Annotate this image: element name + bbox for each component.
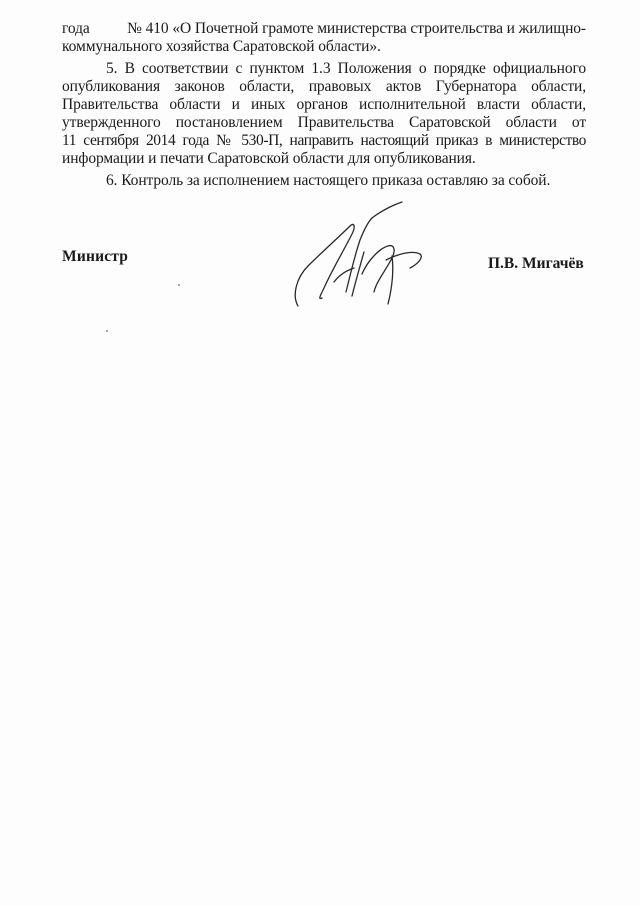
scan-speck — [106, 330, 108, 332]
paragraph-5-line-4: утвержденного постановлением Правительства Саратовской области от — [62, 114, 586, 131]
paragraph-5-line-2: опубликования законов области, правовых актов Губернатора области, — [62, 78, 586, 95]
signatory-name: П.В. Мигачёв — [488, 255, 584, 272]
paragraph-5-line-1: 5. В соответствии с пунктом 1.3 Положения о порядке официального — [106, 60, 586, 77]
paragraph-continuation-line-2: коммунального хозяйства Саратовской области». — [62, 38, 381, 55]
handwritten-signature-icon — [288, 196, 433, 316]
scan-speck — [178, 284, 180, 286]
paragraph-continuation-line-1 — [62, 20, 586, 38]
text-fragment: № 410 «О Почетной грамоте министерства строительства и жилищно- — [127, 20, 586, 37]
paragraph-6-line-1: 6. Контроль за исполнением настоящего приказа оставляю за собой. — [106, 172, 551, 189]
paragraph-5-line-6: информации и печати Саратовской области для опубликования. — [62, 150, 476, 167]
paragraph-5-line-3: Правительства области и иных органов исполнительной власти области, — [62, 96, 586, 113]
text-word: года — [62, 20, 90, 37]
signatory-title: Министр — [62, 248, 129, 265]
paragraph-5-line-5: 11 сентября 2014 года № 530-П, направить настоящий приказ в министерство — [62, 132, 586, 149]
